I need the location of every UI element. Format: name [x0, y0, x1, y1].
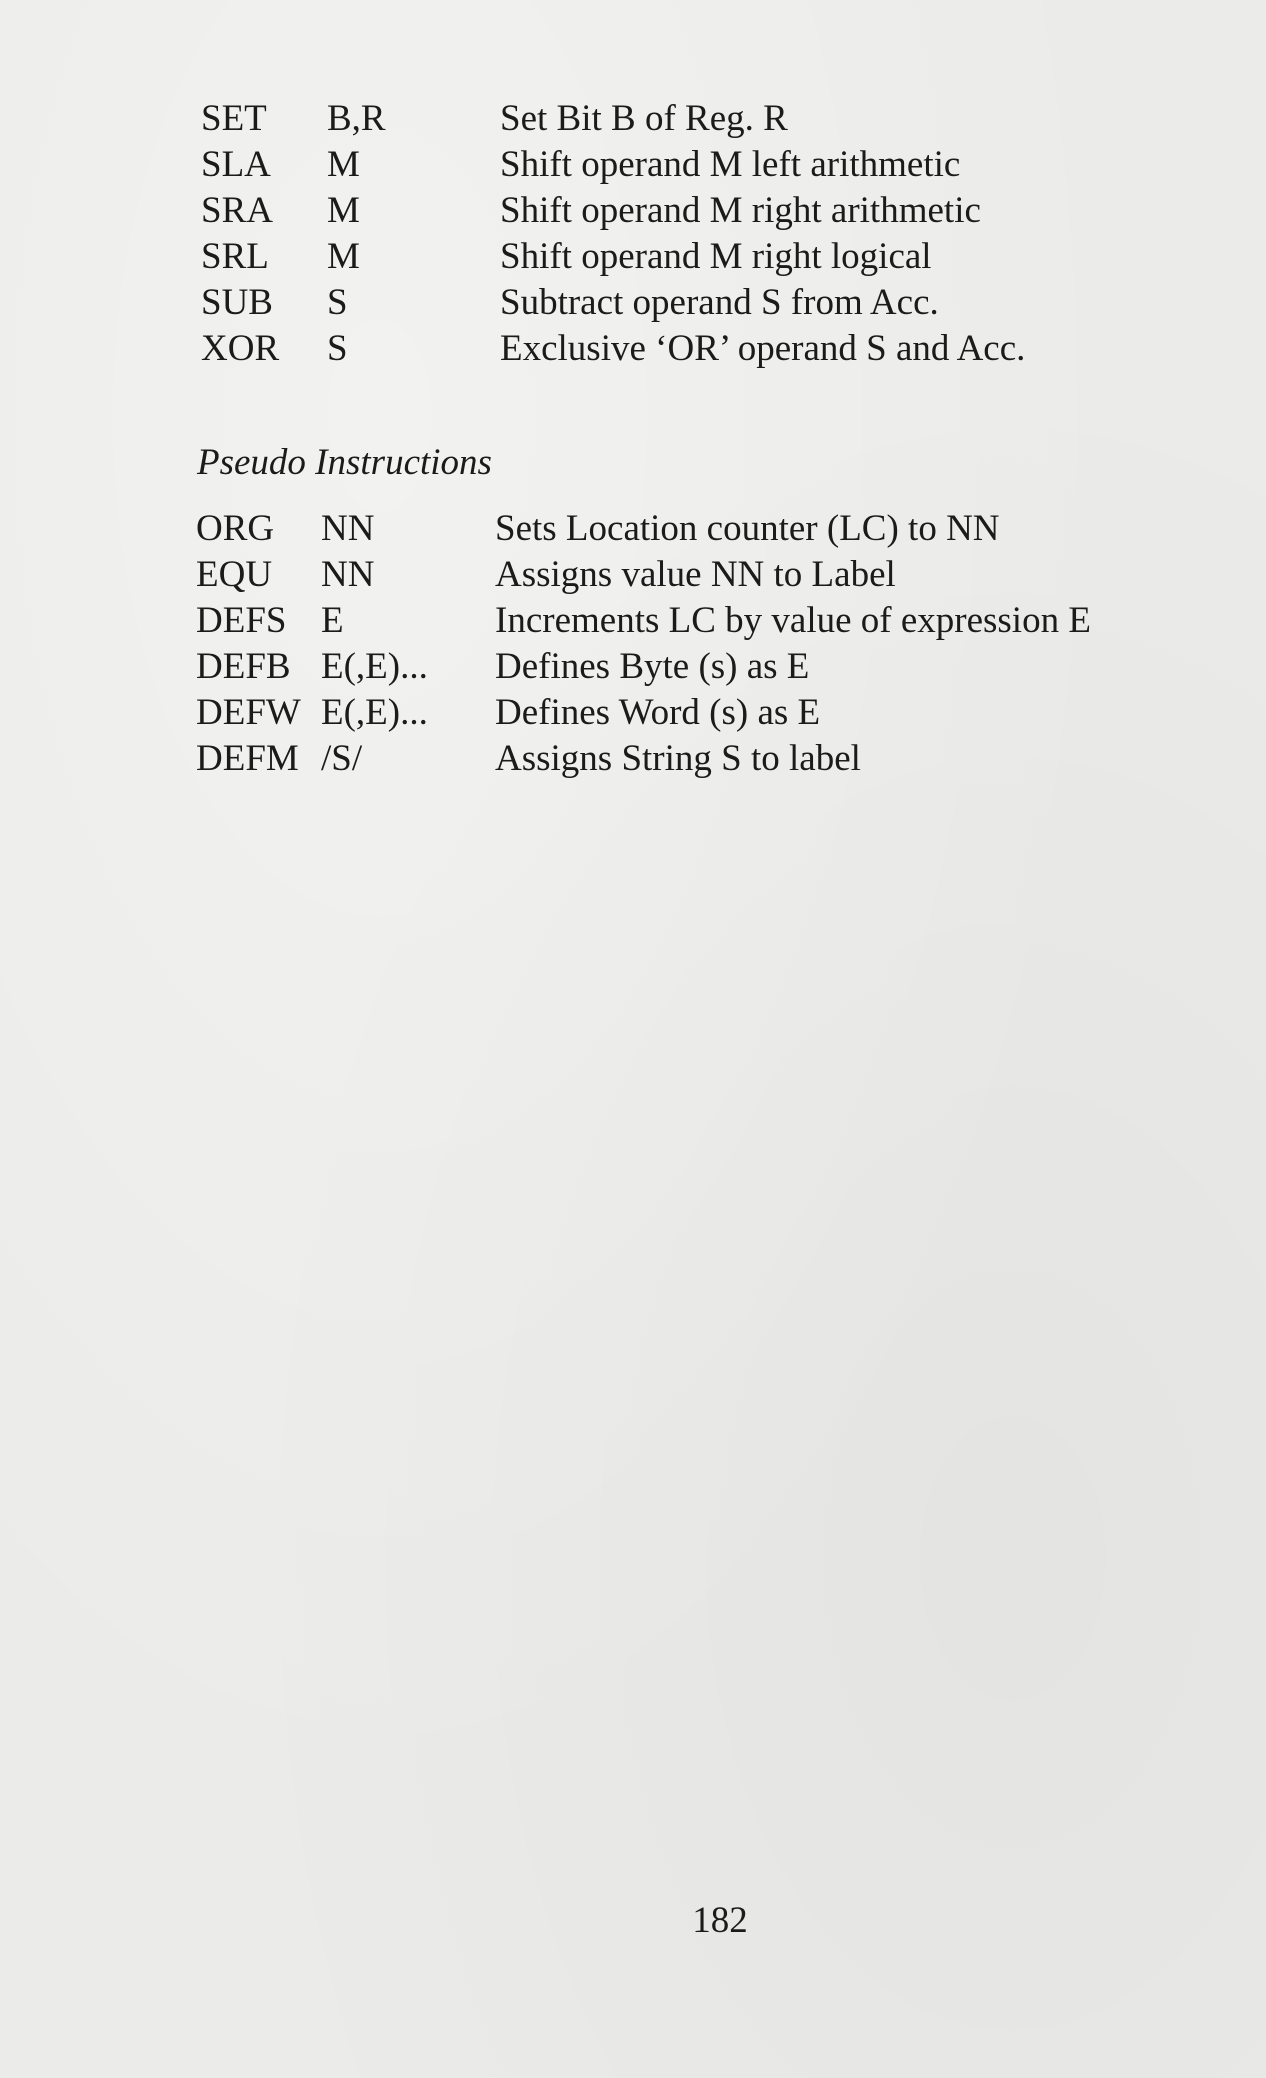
section-heading: Pseudo Instructions — [197, 442, 492, 483]
description: Defines Byte (s) as E — [495, 646, 810, 687]
mnemonic: ORG — [196, 508, 275, 549]
operand: E — [321, 600, 344, 641]
operand: NN — [321, 554, 375, 595]
mnemonic: SUB — [201, 282, 273, 323]
description: Exclusive ‘OR’ operand S and Acc. — [500, 328, 1026, 369]
mnemonic: DEFW — [196, 692, 301, 733]
operand: E(,E)... — [321, 692, 428, 733]
mnemonic: EQU — [196, 554, 273, 595]
operand: B,R — [327, 98, 386, 139]
description: Assigns String S to label — [495, 738, 861, 779]
description: Set Bit B of Reg. R — [500, 98, 788, 139]
mnemonic: SLA — [201, 144, 271, 185]
description: Sets Location counter (LC) to NN — [495, 508, 1000, 549]
mnemonic: SRL — [201, 236, 269, 277]
mnemonic: DEFB — [196, 646, 291, 687]
operand: M — [327, 190, 360, 231]
mnemonic: DEFM — [196, 738, 299, 779]
operand: S — [327, 282, 348, 323]
operand: /S/ — [321, 738, 363, 779]
description: Shift operand M right arithmetic — [500, 190, 981, 231]
mnemonic: XOR — [201, 328, 280, 369]
mnemonic: SET — [201, 98, 267, 139]
mnemonic: SRA — [201, 190, 273, 231]
description: Shift operand M left arithmetic — [500, 144, 961, 185]
operand: S — [327, 328, 348, 369]
operand: M — [327, 144, 360, 185]
mnemonic: DEFS — [196, 600, 287, 641]
page-number: 182 — [692, 1900, 748, 1941]
description: Subtract operand S from Acc. — [500, 282, 939, 323]
operand: NN — [321, 508, 375, 549]
operand: M — [327, 236, 360, 277]
description: Assigns value NN to Label — [495, 554, 896, 595]
operand: E(,E)... — [321, 646, 428, 687]
description: Defines Word (s) as E — [495, 692, 821, 733]
description: Increments LC by value of expression E — [495, 600, 1091, 641]
description: Shift operand M right logical — [500, 236, 932, 277]
